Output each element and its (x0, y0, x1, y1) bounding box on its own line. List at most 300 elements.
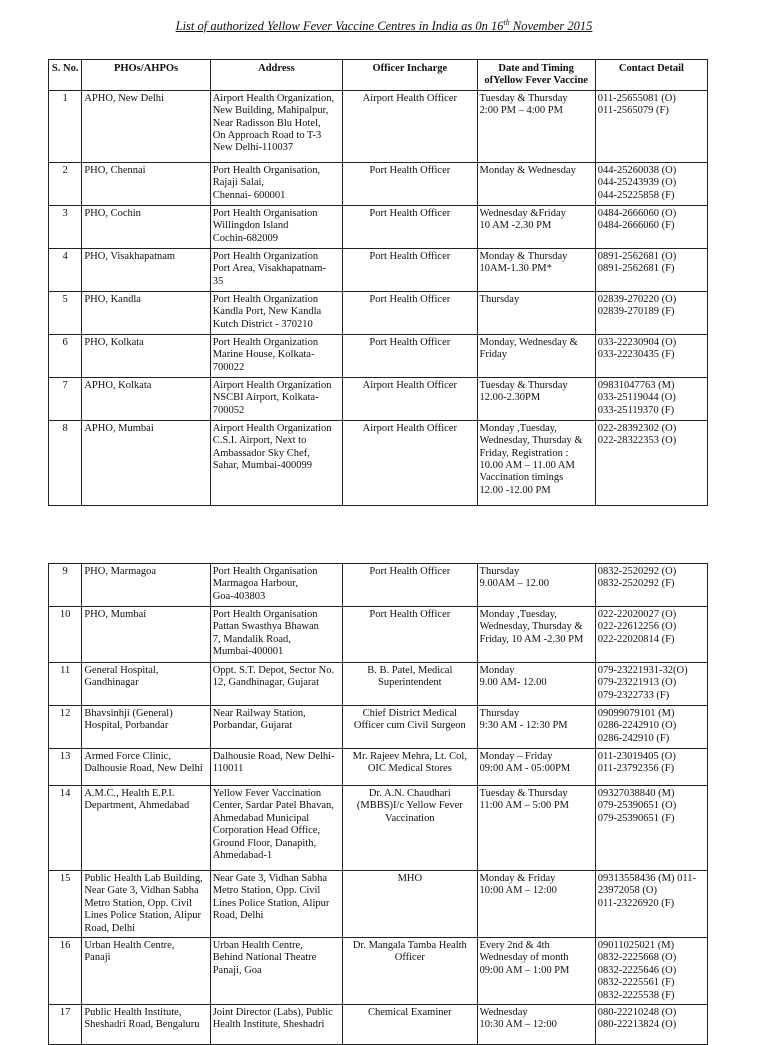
table-row (49, 90, 708, 162)
cell-officer (343, 205, 477, 248)
cell-pho (82, 564, 210, 607)
cell-officer-line: Port Health Officer (369, 293, 451, 305)
cell-address-line: Ground Floor, Danapith, (212, 837, 317, 849)
cell-sno: 16 (49, 938, 82, 1005)
cell-contact-line: 011-23019405 (O) (597, 751, 676, 762)
cell-officer-line: Port Health Officer (369, 609, 451, 620)
cell-pho-line: Public Health Lab Building, (84, 873, 203, 884)
cell-contact (595, 663, 707, 706)
header-address: Address (210, 60, 342, 91)
cell-contact-line: 09831047763 (M) (597, 379, 675, 391)
cell-officer-line: Dr. Mangala Tamba Health (352, 940, 467, 952)
vaccine-centres-table-page1 (48, 59, 708, 506)
cell-pho-line: Panaji (84, 952, 111, 964)
cell-date-timing-line: Friday, 10 AM -2.30 PM (479, 633, 584, 645)
cell-pho-line: Near Gate 3, Vidhan Sabha (84, 885, 199, 897)
cell-sno: 14 (49, 786, 82, 871)
cell-pho-line: Metro Station, Opp. Civil (84, 897, 192, 909)
cell-contact (595, 248, 707, 291)
cell-officer-line: B. B. Patel, Medical (367, 665, 453, 676)
cell-address-line: Port Health Organization (212, 250, 319, 262)
cell-officer-line: Port Health Officer (369, 336, 451, 348)
cell-officer (343, 1005, 477, 1045)
cell-officer (343, 749, 477, 786)
cell-date-timing-line: Monday ,Tuesday, (479, 609, 557, 620)
cell-address-line: Near Gate 3, Vidhan Sabha (212, 873, 328, 884)
cell-pho-line: PHO, Visakhapatnam (84, 250, 176, 262)
cell-contact-line: 0832-2225561 (F) (597, 977, 675, 989)
cell-pho-line: Armed Force Clinic, (84, 751, 171, 762)
cell-address-line: Rajaji Salai, (212, 177, 265, 189)
cell-date-timing-line: 10:00 AM – 12:00 (479, 885, 557, 897)
cell-pho-line: Bhavsinhji (General) (84, 708, 173, 719)
table-body-page2 (49, 564, 708, 1045)
table-row (49, 786, 708, 871)
cell-pho-line: Dalhousie Road, New Delhi (84, 763, 203, 775)
cell-pho-line: PHO, Marmagoa (84, 566, 157, 577)
cell-contact (595, 162, 707, 205)
cell-contact-line: 0832-2225646 (O) (597, 964, 677, 976)
cell-pho (82, 377, 210, 420)
cell-date-timing-line: Monday ,Tuesday, (479, 422, 557, 434)
cell-date-timing-line: Every 2nd & 4th (479, 940, 550, 952)
cell-sno: 8 (49, 420, 82, 505)
cell-address-line: Port Health Organization (212, 336, 319, 348)
header-sno: S. No. (49, 60, 82, 91)
cell-pho (82, 706, 210, 749)
cell-contact-line: 033-25119044 (O) (597, 392, 676, 404)
cell-address (210, 377, 342, 420)
cell-address (210, 663, 342, 706)
cell-date-timing-line: 10 AM -2.30 PM (479, 220, 552, 232)
table-row (49, 248, 708, 291)
cell-date-timing (477, 871, 595, 938)
cell-officer (343, 420, 477, 505)
cell-officer-line: Airport Health Officer (362, 422, 457, 434)
cell-address-line: Cochin-682009 (212, 232, 279, 244)
cell-date-timing-line: 12.00 -12.00 PM (479, 484, 551, 496)
cell-date-timing-line: 10:30 AM – 12:00 (479, 1019, 557, 1031)
cell-address (210, 248, 342, 291)
cell-contact-line: 0484-2666060 (F) (597, 220, 675, 232)
cell-address-line: New Delhi-110037 (212, 142, 294, 154)
cell-address-line: 35 (212, 275, 224, 287)
cell-address-line: Panaji, Goa (212, 964, 262, 976)
cell-contact-line: 022-22612256 (O) (597, 621, 677, 633)
cell-sno: 15 (49, 871, 82, 938)
table-row (49, 205, 708, 248)
cell-address (210, 1005, 342, 1045)
cell-sno: 13 (49, 749, 82, 786)
cell-pho-line: Gandhinagar (84, 677, 139, 689)
cell-contact-line: 0832-2225668 (O) (597, 952, 677, 964)
cell-pho (82, 1005, 210, 1045)
cell-contact-line: 033-22230904 (O) (597, 336, 677, 348)
vaccine-centres-table-page2 (48, 563, 708, 1045)
cell-pho-line: Urban Health Centre, (84, 940, 175, 952)
cell-date-timing (477, 377, 595, 420)
cell-date-timing-line: Tuesday & Thursday (479, 788, 568, 799)
cell-address-line: Ambassador Sky Chef, (212, 447, 310, 459)
cell-officer-line: Airport Health Officer (362, 92, 457, 104)
cell-address-line: Oppt. S.T. Depot, Sector No. (212, 665, 335, 676)
cell-pho (82, 248, 210, 291)
cell-pho (82, 749, 210, 786)
cell-date-timing (477, 90, 595, 162)
cell-address (210, 334, 342, 377)
cell-contact-line: 09099079101 (M) (597, 708, 675, 719)
header-pho: PHOs/AHPOs (82, 60, 210, 91)
cell-contact-line: 09011025021 (M) (597, 940, 675, 952)
cell-contact (595, 786, 707, 871)
cell-contact-line: 079-2322733 (F) (597, 689, 670, 701)
cell-pho-line: PHO, Cochin (84, 207, 141, 219)
cell-address-line: On Approach Road to T-3 (212, 130, 322, 142)
cell-contact (595, 564, 707, 607)
cell-address (210, 607, 342, 663)
cell-date-timing-line: Wednesday, Thursday & (479, 621, 583, 633)
cell-contact-line: 02839-270189 (F) (597, 306, 675, 318)
cell-officer-line: (MBBS)I/c Yellow Fever (356, 800, 463, 812)
cell-date-timing (477, 663, 595, 706)
cell-contact-line: 079-25390651 (F) (597, 812, 675, 824)
cell-contact-line: 022-28322353 (O) (597, 435, 677, 447)
cell-address (210, 749, 342, 786)
cell-contact (595, 706, 707, 749)
cell-address-line: Urban Health Centre, (212, 940, 303, 952)
cell-address-line: Metro Station, Opp. Civil (212, 885, 321, 897)
header-officer: Officer Incharge (343, 60, 477, 91)
cell-pho-line: Road, Delhi (84, 922, 136, 934)
table-row (49, 420, 708, 505)
table-header-row (49, 60, 708, 91)
cell-date-timing-line: 09:00 AM – 1:00 PM (479, 964, 570, 976)
cell-officer-line: Port Health Officer (369, 566, 451, 577)
cell-officer (343, 706, 477, 749)
cell-address-line: 7, Mandalik Road, (212, 633, 291, 645)
cell-address-line: 110011 (212, 763, 244, 775)
cell-sno: 10 (49, 607, 82, 663)
cell-address-line: Corporation Head Office, (212, 825, 321, 837)
cell-address-line: Dalhousie Road, New Delhi- (212, 751, 335, 762)
cell-contact-line: 0484-2666060 (O) (597, 207, 677, 219)
cell-pho-line: A.M.C., Health E.P.I. (84, 788, 175, 799)
table-row (49, 871, 708, 938)
cell-address-line: New Building, Mahipalpur, (212, 105, 329, 117)
cell-address-line: Marmagoa Harbour, (212, 578, 299, 590)
cell-date-timing-line: Tuesday & Thursday (479, 379, 568, 391)
cell-address-line: 700052 (212, 404, 245, 416)
cell-contact-line: 033-25119370 (F) (597, 404, 675, 416)
cell-date-timing (477, 938, 595, 1005)
cell-address (210, 162, 342, 205)
cell-contact (595, 291, 707, 334)
cell-pho (82, 420, 210, 505)
cell-pho (82, 90, 210, 162)
header-date-timing (477, 60, 595, 91)
cell-officer (343, 248, 477, 291)
cell-date-timing-line: Monday – Friday (479, 751, 553, 762)
cell-address-line: Near Railway Station, (212, 708, 306, 719)
cell-date-timing-line: Wednesday (479, 1007, 528, 1019)
cell-officer (343, 607, 477, 663)
cell-officer-line: Dr. A.N. Chaudhari (368, 788, 451, 799)
cell-pho-line: PHO, Kolkata (84, 336, 144, 348)
cell-contact (595, 871, 707, 938)
cell-pho-line: PHO, Mumbai (84, 609, 147, 620)
cell-date-timing-line: Monday (479, 665, 515, 676)
cell-date-timing-line: Monday & Thursday (479, 250, 568, 262)
cell-officer-line: Superintendent (378, 677, 442, 689)
cell-pho (82, 663, 210, 706)
cell-contact-line: 09313558436 (M) 011- (597, 873, 696, 884)
table-row (49, 334, 708, 377)
cell-date-timing-line: 9:30 AM - 12:30 PM (479, 720, 568, 732)
cell-officer (343, 377, 477, 420)
cell-pho-line: Department, Ahmedabad (84, 800, 190, 812)
cell-contact (595, 334, 707, 377)
table-row (49, 938, 708, 1005)
cell-officer-line: Port Health Officer (369, 250, 451, 262)
cell-date-timing (477, 786, 595, 871)
cell-date-timing (477, 162, 595, 205)
cell-address-line: Near Radisson Blu Hotel, (212, 117, 321, 129)
cell-address (210, 205, 342, 248)
cell-officer-line: Mr. Rajeev Mehra, Lt. Col, (352, 751, 467, 762)
cell-sno: 11 (49, 663, 82, 706)
cell-date-timing-line: Thursday (479, 708, 520, 719)
cell-officer (343, 786, 477, 871)
table-body-page1 (49, 90, 708, 505)
cell-date-timing-line: 11:00 AM – 5:00 PM (479, 800, 569, 812)
cell-sno: 17 (49, 1005, 82, 1045)
cell-contact-line: 079-23221931-32(O) (597, 665, 688, 676)
table-row (49, 291, 708, 334)
cell-address-line: Behind National Theatre (212, 952, 317, 964)
cell-contact (595, 377, 707, 420)
cell-date-timing-line: Monday & Wednesday (479, 164, 576, 176)
cell-officer (343, 291, 477, 334)
cell-pho (82, 607, 210, 663)
cell-sno: 9 (49, 564, 82, 607)
cell-address-line: Port Health Organization (212, 293, 319, 305)
cell-date-timing (477, 564, 595, 607)
cell-date-timing-line: Friday (479, 349, 507, 361)
cell-officer (343, 564, 477, 607)
header-date-line2: Yellow Fever Vaccine (493, 75, 588, 87)
cell-contact-line: 080-22213824 (O) (597, 1019, 677, 1031)
cell-sno: 3 (49, 205, 82, 248)
cell-contact-line: 23972058 (O) (597, 885, 657, 897)
cell-contact-line: 09327038840 (M) (597, 788, 675, 799)
cell-address-line: 700022 (212, 361, 245, 373)
cell-address (210, 291, 342, 334)
cell-date-timing-line: Wednesday of month (479, 952, 569, 964)
cell-pho-line: Hospital, Porbandar (84, 720, 169, 732)
cell-address-line: Road, Delhi (212, 910, 264, 922)
cell-contact (595, 1005, 707, 1045)
table-row (49, 607, 708, 663)
cell-address (210, 90, 342, 162)
cell-pho-line: PHO, Chennai (84, 164, 146, 176)
cell-officer-line: Vaccination (385, 812, 435, 824)
cell-date-timing-line: 9.00 AM- 12.00 (479, 677, 547, 689)
cell-address-line: Port Area, Visakhapatnam- (212, 263, 326, 275)
cell-contact-line: 022-22020027 (O) (597, 609, 677, 620)
cell-date-timing-line: Wednesday, Thursday & (479, 435, 583, 447)
cell-address (210, 871, 342, 938)
cell-address-line: 12, Gandhinagar, Gujarat (212, 677, 319, 689)
title-text-suffix: November 2015 (509, 19, 593, 34)
cell-contact-line: 011-23226920 (F) (597, 897, 675, 909)
cell-address-line: Marine House, Kolkata- (212, 349, 315, 361)
cell-officer (343, 938, 477, 1005)
table-row (49, 564, 708, 607)
cell-address-line: Joint Director (Labs), Public (212, 1007, 333, 1019)
cell-address-line: Port Health Organisation (212, 207, 318, 219)
cell-sno: 7 (49, 377, 82, 420)
cell-officer (343, 334, 477, 377)
cell-date-timing-line: Thursday (479, 566, 520, 577)
cell-address (210, 564, 342, 607)
cell-address-line: Porbandar, Gujarat (212, 720, 293, 732)
table-row (49, 162, 708, 205)
cell-officer (343, 663, 477, 706)
cell-pho-line: General Hospital, (84, 665, 159, 676)
cell-date-timing (477, 420, 595, 505)
cell-contact-line: 080-22210248 (O) (597, 1007, 677, 1019)
cell-contact-line: 033-22230435 (F) (597, 349, 675, 361)
cell-address-line: Airport Health Organization (212, 379, 332, 391)
cell-officer-line: OIC Medical Stores (367, 763, 452, 775)
cell-contact-line: 02839-270220 (O) (597, 293, 677, 305)
cell-officer (343, 162, 477, 205)
cell-pho-line: Lines Police Station, Alipur (84, 910, 202, 922)
cell-address (210, 706, 342, 749)
cell-date-timing-line: 10AM-1.30 PM* (479, 263, 552, 275)
table-row (49, 1005, 708, 1045)
table-row (49, 749, 708, 786)
cell-date-timing (477, 205, 595, 248)
cell-contact-line: 079-25390651 (O) (597, 800, 677, 812)
cell-sno: 12 (49, 706, 82, 749)
cell-address-line: Airport Health Organization (212, 422, 332, 434)
cell-address-line: Airport Health Organization, (212, 92, 335, 104)
cell-date-timing-line: 9.00AM – 12.00 (479, 578, 549, 590)
cell-sno: 1 (49, 90, 82, 162)
cell-contact (595, 205, 707, 248)
cell-pho-line: APHO, Mumbai (84, 422, 154, 434)
cell-address-line: Ahmedabad Municipal (212, 812, 310, 824)
cell-pho-line: APHO, Kolkata (84, 379, 152, 391)
cell-contact-line: 022-22020814 (F) (597, 633, 675, 645)
cell-contact (595, 607, 707, 663)
cell-address (210, 938, 342, 1005)
cell-address-line: Chennai- 600001 (212, 189, 286, 201)
cell-sno: 6 (49, 334, 82, 377)
cell-officer-line: MHO (397, 873, 423, 884)
cell-address-line: Port Health Organisation, (212, 164, 321, 176)
page-title (0, 18, 768, 34)
cell-date-timing (477, 291, 595, 334)
cell-officer (343, 90, 477, 162)
cell-date-timing-line: 12.00-2.30PM (479, 392, 541, 404)
cell-pho (82, 205, 210, 248)
title-text: List of authorized Yellow Fever Vaccine Centres in India as 0n 16 (175, 19, 504, 34)
cell-officer-line: Airport Health Officer (362, 379, 457, 391)
cell-pho (82, 334, 210, 377)
cell-officer-line: Officer (394, 952, 425, 964)
cell-officer-line: Chief District Medical (362, 708, 458, 719)
cell-address-line: Yellow Fever Vaccination (212, 788, 322, 799)
cell-contact-line: 044-25243939 (O) (597, 177, 677, 189)
table-row (49, 377, 708, 420)
cell-contact-line: 0286-2242910 (O) (597, 720, 677, 732)
cell-sno: 5 (49, 291, 82, 334)
cell-contact-line: 044-25260038 (O) (597, 164, 677, 176)
table-row (49, 706, 708, 749)
cell-pho (82, 871, 210, 938)
header-contact: Contact Detail (595, 60, 707, 91)
cell-contact-line: 079-23221913 (O) (597, 677, 677, 689)
cell-contact (595, 749, 707, 786)
cell-pho-line: APHO, New Delhi (84, 92, 164, 104)
cell-address-line: Pattan Swasthya Bhawan (212, 621, 319, 633)
cell-date-timing-line: 10.00 AM – 11.00 AM (479, 460, 575, 472)
cell-date-timing-line: Wednesday &Friday (479, 207, 566, 219)
cell-contact-line: 011-2565079 (F) (597, 105, 669, 117)
cell-address-line: Kandla Port, New Kandla (212, 306, 322, 318)
cell-date-timing-line: Monday, Wednesday & (479, 336, 578, 348)
cell-date-timing (477, 749, 595, 786)
cell-date-timing-line: 09:00 AM - 05:00PM (479, 763, 571, 775)
cell-contact (595, 938, 707, 1005)
cell-officer-line: Chemical Examiner (367, 1007, 452, 1019)
cell-address-line: Lines Police Station, Alipur (212, 897, 330, 909)
cell-contact-line: 0832-2520292 (F) (597, 578, 675, 590)
cell-contact-line: 044-25225858 (F) (597, 189, 675, 201)
cell-date-timing-line: Tuesday & Thursday (479, 92, 568, 104)
cell-address-line: Goa-403803 (212, 590, 266, 602)
cell-sno: 4 (49, 248, 82, 291)
cell-officer-line: Port Health Officer (369, 164, 451, 176)
cell-date-timing (477, 1005, 595, 1045)
cell-contact-line: 011-25655081 (O) (597, 92, 676, 104)
cell-pho-line: PHO, Kandla (84, 293, 141, 305)
cell-address (210, 786, 342, 871)
cell-officer (343, 871, 477, 938)
cell-address-line: Sahar, Mumbai-400099 (212, 460, 313, 472)
cell-address-line: C.S.I. Airport, Next to (212, 435, 307, 447)
cell-contact (595, 90, 707, 162)
cell-address-line: NSCBI Airport, Kolkata- (212, 392, 319, 404)
cell-pho (82, 938, 210, 1005)
cell-address-line: Willingdon Island (212, 220, 289, 232)
title-superscript: th (503, 18, 510, 27)
cell-officer-line: Officer cum Civil Surgeon (353, 720, 466, 732)
cell-contact-line: 0832-2225538 (F) (597, 989, 675, 1001)
cell-contact-line: 0891-2562681 (O) (597, 250, 677, 262)
header-date-line1: Date and Timing of (484, 63, 574, 87)
cell-pho (82, 786, 210, 871)
cell-address-line: Mumbai-400001 (212, 646, 284, 658)
cell-address-line: Kutch District - 370210 (212, 318, 313, 330)
cell-contact-line: 022-28392302 (O) (597, 422, 677, 434)
cell-pho (82, 291, 210, 334)
cell-date-timing (477, 248, 595, 291)
cell-contact-line: 0891-2562681 (F) (597, 263, 675, 275)
cell-address-line: Center, Sardar Patel Bhavan, (212, 800, 334, 812)
